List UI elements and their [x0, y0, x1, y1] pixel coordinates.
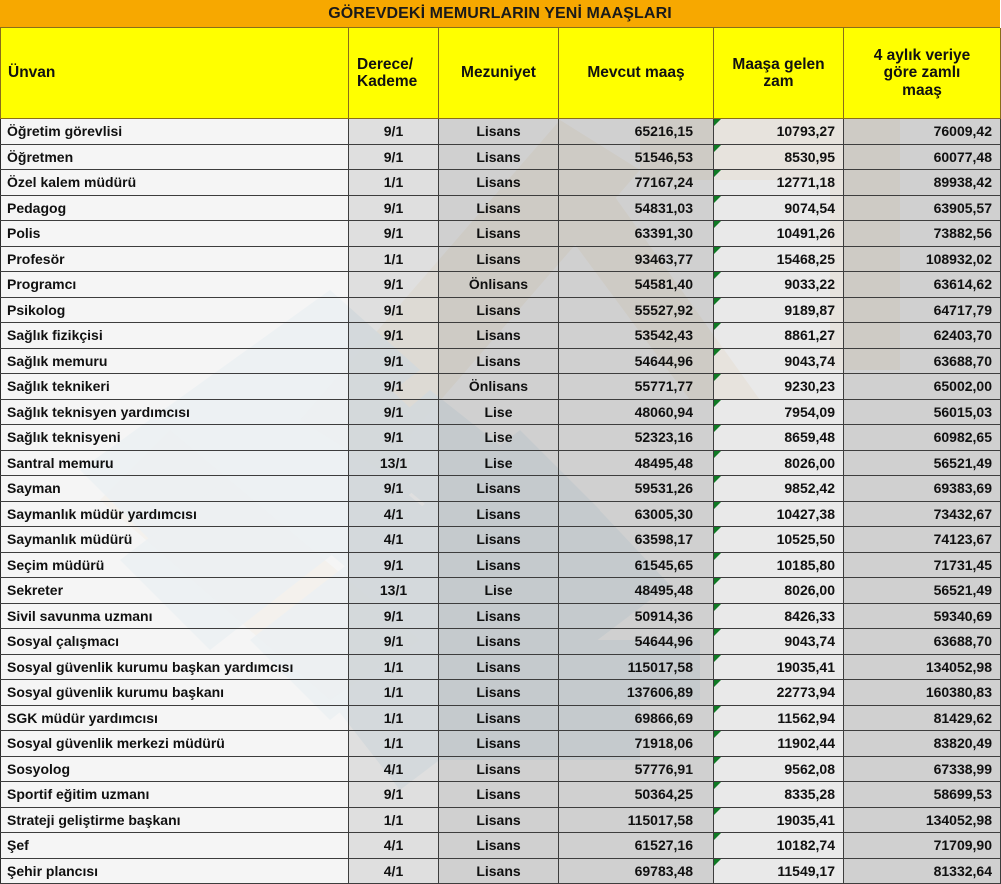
- cell-unvan[interactable]: Sayman: [1, 476, 349, 502]
- cell-unvan[interactable]: Saymanlık müdür yardımcısı: [1, 501, 349, 527]
- comment-flag-icon: [714, 323, 721, 330]
- cell-maasa-gelen-zam[interactable]: 9043,74: [714, 629, 844, 655]
- cell-mevcut-maas[interactable]: 77167,24: [559, 170, 714, 196]
- cell-mevcut-maas[interactable]: 55527,92: [559, 297, 714, 323]
- table-row[interactable]: [1, 323, 1001, 349]
- comment-flag-icon: [714, 476, 721, 483]
- cell-derece-kademe[interactable]: 9/1: [349, 552, 439, 578]
- cell-derece-kademe[interactable]: 9/1: [349, 297, 439, 323]
- cell-derece-kademe[interactable]: 4/1: [349, 501, 439, 527]
- column-header-unvan[interactable]: Ünvan: [1, 28, 349, 119]
- cell-unvan[interactable]: Profesör: [1, 246, 349, 272]
- cell-mezuniyet[interactable]: Lisans: [439, 858, 559, 884]
- table-row[interactable]: [1, 246, 1001, 272]
- column-header-derece[interactable]: [349, 28, 439, 119]
- cell-mevcut-maas[interactable]: 59531,26: [559, 476, 714, 502]
- cell-mezuniyet[interactable]: Lisans: [439, 833, 559, 859]
- cell-unvan[interactable]: Şehir plancısı: [1, 858, 349, 884]
- table-row[interactable]: [1, 297, 1001, 323]
- cell-unvan[interactable]: Özel kalem müdürü: [1, 170, 349, 196]
- cell-mevcut-maas[interactable]: 55771,77: [559, 374, 714, 400]
- comment-flag-icon: [714, 578, 721, 585]
- cell-mezuniyet[interactable]: Lisans: [439, 629, 559, 655]
- cell-mevcut-maas[interactable]: 51546,53: [559, 144, 714, 170]
- cell-mezuniyet[interactable]: Lise: [439, 399, 559, 425]
- cell-derece-kademe[interactable]: 9/1: [349, 782, 439, 808]
- cell-unvan[interactable]: Seçim müdürü: [1, 552, 349, 578]
- cell-maasa-gelen-zam[interactable]: 10185,80: [714, 552, 844, 578]
- cell-derece-kademe[interactable]: 9/1: [349, 603, 439, 629]
- cell-derece-kademe[interactable]: 1/1: [349, 654, 439, 680]
- cell-mezuniyet[interactable]: Lisans: [439, 297, 559, 323]
- cell-mezuniyet[interactable]: Lisans: [439, 756, 559, 782]
- column-header-maasa-gelen-zam[interactable]: [714, 28, 844, 119]
- cell-mevcut-maas[interactable]: 54644,96: [559, 348, 714, 374]
- cell-zamli-maas[interactable]: 60982,65: [844, 425, 1001, 451]
- cell-zamli-maas[interactable]: 63688,70: [844, 629, 1001, 655]
- comment-flag-icon: [714, 221, 721, 228]
- table-header: [1, 28, 1001, 119]
- cell-maasa-gelen-zam[interactable]: 10491,26: [714, 221, 844, 247]
- cell-zamli-maas[interactable]: 160380,83: [844, 680, 1001, 706]
- cell-derece-kademe[interactable]: 9/1: [349, 425, 439, 451]
- cell-mevcut-maas[interactable]: 69866,69: [559, 705, 714, 731]
- cell-unvan[interactable]: Psikolog: [1, 297, 349, 323]
- cell-unvan[interactable]: Programcı: [1, 272, 349, 298]
- cell-mevcut-maas[interactable]: 54831,03: [559, 195, 714, 221]
- cell-zamli-maas[interactable]: 74123,67: [844, 527, 1001, 553]
- table-row[interactable]: [1, 170, 1001, 196]
- table-row[interactable]: [1, 807, 1001, 833]
- comment-flag-icon: [714, 706, 721, 713]
- table-row[interactable]: [1, 756, 1001, 782]
- cell-maasa-gelen-zam[interactable]: 9189,87: [714, 297, 844, 323]
- cell-derece-kademe[interactable]: 9/1: [349, 119, 439, 145]
- cell-unvan[interactable]: Sağlık memuru: [1, 348, 349, 374]
- cell-derece-kademe[interactable]: 9/1: [349, 399, 439, 425]
- cell-maasa-gelen-zam[interactable]: 10427,38: [714, 501, 844, 527]
- cell-zamli-maas[interactable]: 89938,42: [844, 170, 1001, 196]
- cell-zamli-maas[interactable]: 71709,90: [844, 833, 1001, 859]
- comment-flag-icon: [714, 502, 721, 509]
- table-row[interactable]: [1, 476, 1001, 502]
- cell-unvan[interactable]: Sağlık teknisyeni: [1, 425, 349, 451]
- table-row[interactable]: [1, 348, 1001, 374]
- cell-maasa-gelen-zam[interactable]: 9562,08: [714, 756, 844, 782]
- table-row[interactable]: [1, 603, 1001, 629]
- table-row[interactable]: [1, 527, 1001, 553]
- cell-maasa-gelen-zam[interactable]: 8426,33: [714, 603, 844, 629]
- cell-maasa-gelen-zam[interactable]: 8026,00: [714, 578, 844, 604]
- cell-zamli-maas[interactable]: 67338,99: [844, 756, 1001, 782]
- cell-unvan[interactable]: Sekreter: [1, 578, 349, 604]
- cell-mevcut-maas[interactable]: 61527,16: [559, 833, 714, 859]
- cell-maasa-gelen-zam[interactable]: 10182,74: [714, 833, 844, 859]
- column-header-yeni-line1: 4 aylık veriye: [873, 46, 971, 64]
- cell-mevcut-maas[interactable]: 65216,15: [559, 119, 714, 145]
- comment-flag-icon: [714, 196, 721, 203]
- cell-maasa-gelen-zam[interactable]: 12771,18: [714, 170, 844, 196]
- comment-flag-icon: [714, 247, 721, 254]
- comment-flag-icon: [714, 629, 721, 636]
- table-row[interactable]: [1, 272, 1001, 298]
- column-header-yeni-line2: göre zamlı: [883, 64, 961, 82]
- table-row[interactable]: [1, 195, 1001, 221]
- cell-mevcut-maas[interactable]: 48060,94: [559, 399, 714, 425]
- cell-zamli-maas[interactable]: 76009,42: [844, 119, 1001, 145]
- column-header-derece-line1: Derece/: [357, 55, 414, 73]
- comment-flag-icon: [714, 680, 721, 687]
- comment-flag-icon: [714, 655, 721, 662]
- cell-unvan[interactable]: Sosyal güvenlik merkezi müdürü: [1, 731, 349, 757]
- cell-zamli-maas[interactable]: 69383,69: [844, 476, 1001, 502]
- cell-maasa-gelen-zam[interactable]: 11562,94: [714, 705, 844, 731]
- table-row[interactable]: [1, 578, 1001, 604]
- cell-unvan[interactable]: Strateji geliştirme başkanı: [1, 807, 349, 833]
- comment-flag-icon: [714, 731, 721, 738]
- cell-zamli-maas[interactable]: 134052,98: [844, 807, 1001, 833]
- cell-mezuniyet[interactable]: Lisans: [439, 221, 559, 247]
- column-header-mezuniyet[interactable]: Mezuniyet: [439, 28, 559, 119]
- cell-derece-kademe[interactable]: 4/1: [349, 527, 439, 553]
- table-row[interactable]: [1, 144, 1001, 170]
- comment-flag-icon: [714, 170, 721, 177]
- comment-flag-icon: [714, 859, 721, 866]
- cell-mezuniyet[interactable]: Lisans: [439, 246, 559, 272]
- cell-zamli-maas[interactable]: 63614,62: [844, 272, 1001, 298]
- comment-flag-icon: [714, 119, 721, 126]
- cell-mevcut-maas[interactable]: 54644,96: [559, 629, 714, 655]
- cell-zamli-maas[interactable]: 71731,45: [844, 552, 1001, 578]
- cell-unvan[interactable]: Sağlık teknisyen yardımcısı: [1, 399, 349, 425]
- table-row[interactable]: [1, 374, 1001, 400]
- cell-maasa-gelen-zam[interactable]: 9852,42: [714, 476, 844, 502]
- cell-mezuniyet[interactable]: Lisans: [439, 527, 559, 553]
- cell-mezuniyet[interactable]: Lisans: [439, 195, 559, 221]
- table-row[interactable]: [1, 399, 1001, 425]
- cell-zamli-maas[interactable]: 73432,67: [844, 501, 1001, 527]
- cell-derece-kademe[interactable]: 4/1: [349, 756, 439, 782]
- table-row[interactable]: [1, 552, 1001, 578]
- cell-mezuniyet[interactable]: Lisans: [439, 348, 559, 374]
- cell-derece-kademe[interactable]: 1/1: [349, 731, 439, 757]
- cell-mezuniyet[interactable]: Lisans: [439, 731, 559, 757]
- cell-derece-kademe[interactable]: 1/1: [349, 170, 439, 196]
- comment-flag-icon: [714, 833, 721, 840]
- cell-zamli-maas[interactable]: 56521,49: [844, 450, 1001, 476]
- cell-mevcut-maas[interactable]: 53542,43: [559, 323, 714, 349]
- comment-flag-icon: [714, 425, 721, 432]
- cell-mevcut-maas[interactable]: 115017,58: [559, 807, 714, 833]
- cell-mezuniyet[interactable]: Lisans: [439, 603, 559, 629]
- cell-zamli-maas[interactable]: 59340,69: [844, 603, 1001, 629]
- table-row[interactable]: [1, 782, 1001, 808]
- cell-mezuniyet[interactable]: Lisans: [439, 170, 559, 196]
- document-title-bar: [0, 0, 1000, 28]
- cell-zamli-maas[interactable]: 73882,56: [844, 221, 1001, 247]
- column-header-zam-line2: zam: [763, 73, 794, 90]
- cell-unvan[interactable]: Sosyal güvenlik kurumu başkan yardımcısı: [1, 654, 349, 680]
- cell-zamli-maas[interactable]: 108932,02: [844, 246, 1001, 272]
- cell-mezuniyet[interactable]: Lise: [439, 450, 559, 476]
- column-header-yeni-line3: maaş: [902, 81, 942, 99]
- cell-mezuniyet[interactable]: Önlisans: [439, 272, 559, 298]
- cell-maasa-gelen-zam[interactable]: 9074,54: [714, 195, 844, 221]
- cell-maasa-gelen-zam[interactable]: 15468,25: [714, 246, 844, 272]
- cell-zamli-maas[interactable]: 134052,98: [844, 654, 1001, 680]
- cell-maasa-gelen-zam[interactable]: 11902,44: [714, 731, 844, 757]
- cell-maasa-gelen-zam[interactable]: 7954,09: [714, 399, 844, 425]
- cell-derece-kademe[interactable]: 9/1: [349, 323, 439, 349]
- cell-zamli-maas[interactable]: 83820,49: [844, 731, 1001, 757]
- table-row[interactable]: [1, 833, 1001, 859]
- cell-mezuniyet[interactable]: Lisans: [439, 654, 559, 680]
- cell-unvan[interactable]: Öğretim görevlisi: [1, 119, 349, 145]
- table-row[interactable]: [1, 425, 1001, 451]
- cell-mevcut-maas[interactable]: 137606,89: [559, 680, 714, 706]
- table-row[interactable]: [1, 501, 1001, 527]
- cell-mezuniyet[interactable]: Lisans: [439, 144, 559, 170]
- comment-flag-icon: [714, 527, 721, 534]
- page-title: GÖREVDEKİ MEMURLARIN YENİ MAAŞLARI: [328, 4, 672, 22]
- cell-zamli-maas[interactable]: 56521,49: [844, 578, 1001, 604]
- column-header-derece-line2: Kademe: [357, 73, 418, 90]
- cell-mezuniyet[interactable]: Lise: [439, 578, 559, 604]
- cell-derece-kademe[interactable]: 9/1: [349, 476, 439, 502]
- cell-zamli-maas[interactable]: 64717,79: [844, 297, 1001, 323]
- cell-derece-kademe[interactable]: 1/1: [349, 705, 439, 731]
- table-row[interactable]: [1, 450, 1001, 476]
- cell-mevcut-maas[interactable]: 63005,30: [559, 501, 714, 527]
- cell-zamli-maas[interactable]: 81429,62: [844, 705, 1001, 731]
- cell-unvan[interactable]: Sağlık teknikeri: [1, 374, 349, 400]
- cell-unvan[interactable]: Polis: [1, 221, 349, 247]
- table-row[interactable]: [1, 654, 1001, 680]
- cell-maasa-gelen-zam[interactable]: 8335,28: [714, 782, 844, 808]
- cell-derece-kademe[interactable]: 9/1: [349, 272, 439, 298]
- table-row[interactable]: [1, 629, 1001, 655]
- cell-maasa-gelen-zam[interactable]: 10525,50: [714, 527, 844, 553]
- comment-flag-icon: [714, 272, 721, 279]
- table-row[interactable]: [1, 119, 1001, 145]
- comment-flag-icon: [714, 374, 721, 381]
- cell-mevcut-maas[interactable]: 52323,16: [559, 425, 714, 451]
- cell-mezuniyet[interactable]: Lisans: [439, 501, 559, 527]
- cell-mevcut-maas[interactable]: 63391,30: [559, 221, 714, 247]
- cell-unvan[interactable]: Sportif eğitim uzmanı: [1, 782, 349, 808]
- cell-mevcut-maas[interactable]: 71918,06: [559, 731, 714, 757]
- cell-maasa-gelen-zam[interactable]: 9033,22: [714, 272, 844, 298]
- cell-mevcut-maas[interactable]: 93463,77: [559, 246, 714, 272]
- cell-zamli-maas[interactable]: 58699,53: [844, 782, 1001, 808]
- cell-unvan[interactable]: Sosyal çalışmacı: [1, 629, 349, 655]
- column-header-zam-line1: Maaşa gelen: [732, 55, 825, 73]
- cell-mevcut-maas[interactable]: 48495,48: [559, 450, 714, 476]
- comment-flag-icon: [714, 298, 721, 305]
- cell-unvan[interactable]: Sağlık fizikçisi: [1, 323, 349, 349]
- cell-mevcut-maas[interactable]: 50914,36: [559, 603, 714, 629]
- cell-zamli-maas[interactable]: 60077,48: [844, 144, 1001, 170]
- comment-flag-icon: [714, 782, 721, 789]
- cell-derece-kademe[interactable]: 4/1: [349, 833, 439, 859]
- comment-flag-icon: [714, 808, 721, 815]
- cell-derece-kademe[interactable]: 1/1: [349, 807, 439, 833]
- cell-zamli-maas[interactable]: 56015,03: [844, 399, 1001, 425]
- cell-mezuniyet[interactable]: Lisans: [439, 552, 559, 578]
- table-body: [1, 119, 1001, 884]
- cell-maasa-gelen-zam[interactable]: 10793,27: [714, 119, 844, 145]
- cell-mezuniyet[interactable]: Lisans: [439, 705, 559, 731]
- comment-flag-icon: [714, 757, 721, 764]
- cell-derece-kademe[interactable]: 9/1: [349, 348, 439, 374]
- table-row[interactable]: [1, 680, 1001, 706]
- cell-mezuniyet[interactable]: Lisans: [439, 476, 559, 502]
- cell-mevcut-maas[interactable]: 63598,17: [559, 527, 714, 553]
- cell-maasa-gelen-zam[interactable]: 9230,23: [714, 374, 844, 400]
- table-row[interactable]: [1, 858, 1001, 884]
- cell-mezuniyet[interactable]: Lisans: [439, 323, 559, 349]
- comment-flag-icon: [714, 553, 721, 560]
- cell-maasa-gelen-zam[interactable]: 22773,94: [714, 680, 844, 706]
- cell-derece-kademe[interactable]: 4/1: [349, 858, 439, 884]
- cell-zamli-maas[interactable]: 63905,57: [844, 195, 1001, 221]
- cell-maasa-gelen-zam[interactable]: 19035,41: [714, 654, 844, 680]
- cell-unvan[interactable]: Şef: [1, 833, 349, 859]
- cell-zamli-maas[interactable]: 62403,70: [844, 323, 1001, 349]
- cell-derece-kademe[interactable]: 9/1: [349, 374, 439, 400]
- cell-mezuniyet[interactable]: Lisans: [439, 119, 559, 145]
- cell-unvan[interactable]: SGK müdür yardımcısı: [1, 705, 349, 731]
- column-header-mevcut-maas[interactable]: Mevcut maaş: [559, 28, 714, 119]
- cell-unvan[interactable]: Saymanlık müdürü: [1, 527, 349, 553]
- comment-flag-icon: [714, 451, 721, 458]
- cell-maasa-gelen-zam[interactable]: 8530,95: [714, 144, 844, 170]
- cell-maasa-gelen-zam[interactable]: 11549,17: [714, 858, 844, 884]
- comment-flag-icon: [714, 349, 721, 356]
- column-header-zamli-maas[interactable]: [844, 28, 1001, 119]
- comment-flag-icon: [714, 145, 721, 152]
- cell-zamli-maas[interactable]: 63688,70: [844, 348, 1001, 374]
- cell-mevcut-maas[interactable]: 50364,25: [559, 782, 714, 808]
- table-row[interactable]: [1, 705, 1001, 731]
- cell-unvan[interactable]: Sivil savunma uzmanı: [1, 603, 349, 629]
- cell-mevcut-maas[interactable]: 69783,48: [559, 858, 714, 884]
- comment-flag-icon: [714, 400, 721, 407]
- cell-maasa-gelen-zam[interactable]: 8861,27: [714, 323, 844, 349]
- cell-unvan[interactable]: Öğretmen: [1, 144, 349, 170]
- table-row[interactable]: [1, 221, 1001, 247]
- cell-mezuniyet[interactable]: Lisans: [439, 680, 559, 706]
- cell-mevcut-maas[interactable]: 61545,65: [559, 552, 714, 578]
- cell-derece-kademe[interactable]: 1/1: [349, 680, 439, 706]
- cell-maasa-gelen-zam[interactable]: 19035,41: [714, 807, 844, 833]
- cell-unvan[interactable]: Santral memuru: [1, 450, 349, 476]
- salary-table: [0, 28, 1001, 884]
- cell-mezuniyet[interactable]: Lisans: [439, 807, 559, 833]
- table-header-row: [1, 28, 1001, 119]
- cell-derece-kademe[interactable]: 13/1: [349, 578, 439, 604]
- cell-unvan[interactable]: Sosyal güvenlik kurumu başkanı: [1, 680, 349, 706]
- table-row[interactable]: [1, 731, 1001, 757]
- cell-zamli-maas[interactable]: 81332,64: [844, 858, 1001, 884]
- cell-maasa-gelen-zam[interactable]: 9043,74: [714, 348, 844, 374]
- cell-derece-kademe[interactable]: 9/1: [349, 144, 439, 170]
- cell-unvan[interactable]: Pedagog: [1, 195, 349, 221]
- cell-derece-kademe[interactable]: 9/1: [349, 221, 439, 247]
- cell-maasa-gelen-zam[interactable]: 8026,00: [714, 450, 844, 476]
- cell-zamli-maas[interactable]: 65002,00: [844, 374, 1001, 400]
- cell-mezuniyet[interactable]: Lisans: [439, 782, 559, 808]
- cell-derece-kademe[interactable]: 9/1: [349, 195, 439, 221]
- cell-derece-kademe[interactable]: 9/1: [349, 629, 439, 655]
- cell-mevcut-maas[interactable]: 115017,58: [559, 654, 714, 680]
- cell-maasa-gelen-zam[interactable]: 8659,48: [714, 425, 844, 451]
- cell-mezuniyet[interactable]: Önlisans: [439, 374, 559, 400]
- cell-mezuniyet[interactable]: Lise: [439, 425, 559, 451]
- cell-mevcut-maas[interactable]: 48495,48: [559, 578, 714, 604]
- cell-derece-kademe[interactable]: 1/1: [349, 246, 439, 272]
- cell-mevcut-maas[interactable]: 54581,40: [559, 272, 714, 298]
- cell-unvan[interactable]: Sosyolog: [1, 756, 349, 782]
- cell-mevcut-maas[interactable]: 57776,91: [559, 756, 714, 782]
- cell-derece-kademe[interactable]: 13/1: [349, 450, 439, 476]
- comment-flag-icon: [714, 604, 721, 611]
